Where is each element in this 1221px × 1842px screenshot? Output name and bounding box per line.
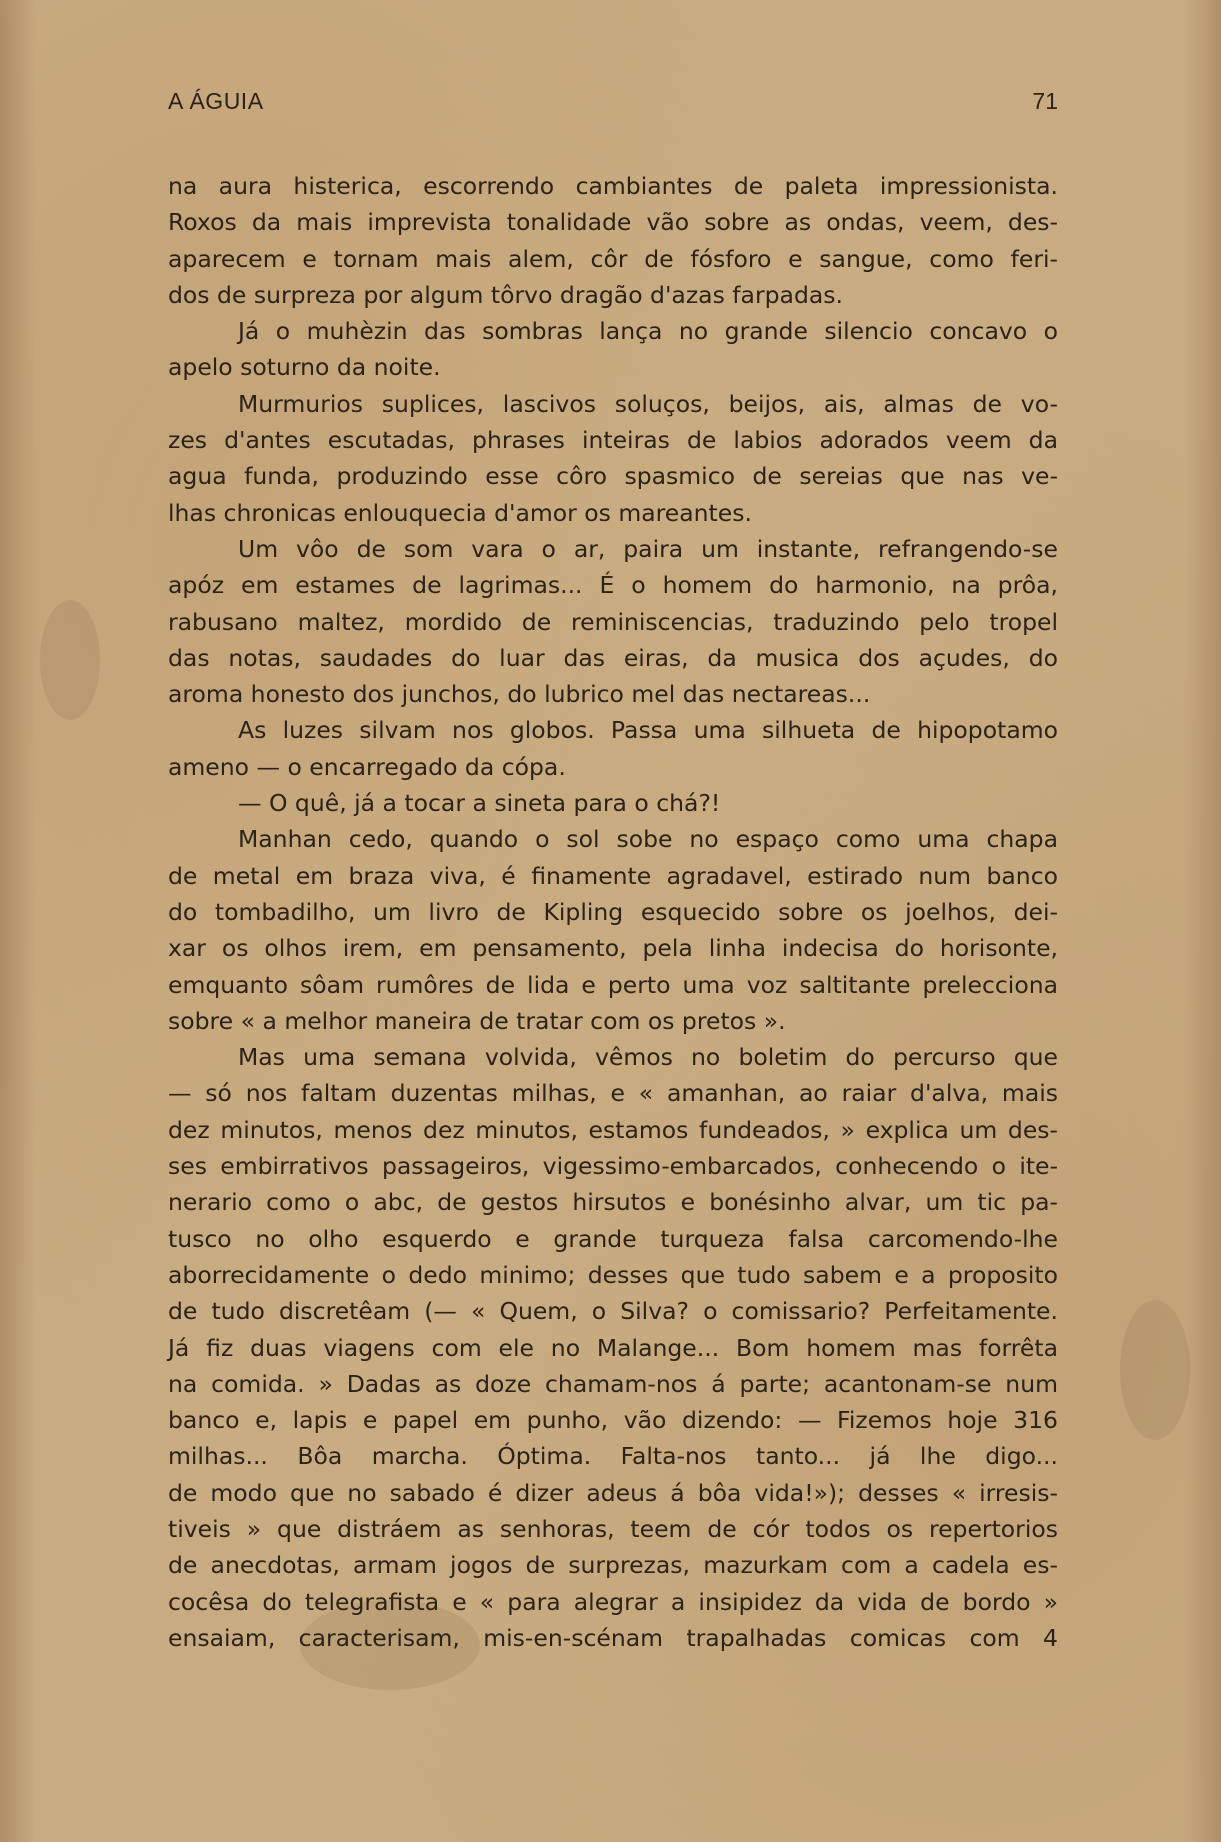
text-line: Roxos da mais imprevista tonalidade vão sobre as ondas, veem, des-	[168, 208, 1058, 237]
text-line: ameno — o encarregado da cópa.	[168, 752, 566, 781]
text-line: Manhan cedo, quando o sol sobe no espaço como uma chapa	[238, 825, 1058, 854]
text-line: sobre « a melhor maneira de tratar com os pretos ».	[168, 1006, 786, 1035]
text-line: Mas uma semana volvida, vêmos no boletim do percurso que	[238, 1043, 1058, 1072]
text-line: — só nos faltam duzentas milhas, e « amanhan, ao raiar d'alva, mais	[168, 1079, 1058, 1108]
text-line: xar os olhos irem, em pensamento, pela linha indecisa do horisonte,	[168, 934, 1058, 963]
text-line: dos de surpreza por algum tôrvo dragão d'azas farpadas.	[168, 280, 843, 309]
running-head	[168, 88, 1058, 124]
text-line: emquanto sôam rumôres de lida e perto uma voz saltitante prelecciona	[168, 970, 1058, 999]
text-line: Murmurios suplices, lascivos soluços, beijos, ais, almas de vo-	[238, 389, 1058, 418]
text-line: aroma honesto dos junchos, do lubrico mel das nectareas...	[168, 680, 871, 709]
text-line: de tudo discretêam (— « Quem, o Silva? o comissario? Perfeitamente.	[168, 1297, 1058, 1326]
text-line: As luzes silvam nos globos. Passa uma silhueta de hipopotamo	[238, 716, 1058, 745]
text-line: tiveis » que distráem as senhoras, teem de cór todos os repertorios	[168, 1514, 1058, 1543]
text-line: agua funda, produzindo esse côro spasmico de sereias que nas ve-	[168, 462, 1058, 491]
text-line: apelo soturno da noite.	[168, 353, 441, 382]
text-line: Um vôo de som vara o ar, paira um instante, refrangendo-se	[238, 534, 1058, 563]
text-line: nerario como o abc, de gestos hirsutos e bonésinho alvar, um tic pa-	[168, 1188, 1058, 1217]
text-line: do tombadilho, um livro de Kipling esquecido sobre os joelhos, dei-	[168, 897, 1058, 926]
text-line: — O quê, já a tocar a sineta para o chá?!	[238, 789, 721, 818]
text-line: milhas... Bôa marcha. Óptima. Falta-nos tanto... já lhe digo...	[168, 1442, 1058, 1471]
text-line: tusco no olho esquerdo e grande turqueza falsa carcomendo-lhe	[168, 1224, 1058, 1253]
text-line: apóz em estames de lagrimas... É o homem do harmonio, na prôa,	[168, 571, 1058, 600]
text-line: dez minutos, menos dez minutos, estamos fundeados, » explica um des-	[168, 1115, 1058, 1144]
text-line: lhas chronicas enlouquecia d'amor os mareantes.	[168, 498, 752, 527]
text-line: na aura histerica, escorrendo cambiantes de paleta impressionista.	[168, 172, 1058, 200]
text-line: Já o muhèzin das sombras lança no grande silencio concavo o	[238, 317, 1058, 346]
body-text	[168, 168, 1058, 1656]
text-line: Já fiz duas viagens com ele no Malange... Bom homem mas forrêta	[168, 1333, 1058, 1362]
text-line: de anecdotas, armam jogos de surprezas, mazurkam com a cadela es-	[168, 1551, 1058, 1580]
text-line: das notas, saudades do luar das eiras, da musica dos açudes, do	[168, 643, 1058, 672]
text-line: ensaiam, caracterisam, mis-en-scénam trapalhadas comicas com 4	[168, 1623, 1058, 1652]
text-line: ses embirrativos passageiros, vigessimo-embarcados, conhecendo o ite-	[168, 1152, 1058, 1181]
text-line: aborrecidamente o dedo minimo; desses que tudo sabem e a proposito	[168, 1260, 1058, 1289]
paper-stain	[1120, 1300, 1190, 1440]
page-number: 71	[1032, 88, 1058, 114]
text-line: na comida. » Dadas as doze chamam-nos á parte; acantonam-se num	[168, 1369, 1058, 1398]
text-line: banco e, lapis e papel em punho, vão dizendo: — Fizemos hoje 316	[168, 1406, 1058, 1435]
text-line: aparecem e tornam mais alem, côr de fósforo e sangue, como feri-	[168, 244, 1058, 273]
text-line: rabusano maltez, mordido de reminiscencias, traduzindo pelo tropel	[168, 607, 1058, 636]
text-line: zes d'antes escutadas, phrases inteiras de labios adorados veem da	[168, 426, 1058, 455]
text-line: de modo que no sabado é dizer adeus á bôa vida!»); desses « irresis-	[168, 1478, 1058, 1507]
text-line: de metal em braza viva, é finamente agradavel, estirado num banco	[168, 861, 1058, 890]
journal-title: A ÁGUIA	[168, 88, 264, 114]
text-line: cocêsa do telegrafista e « para alegrar a insipidez da vida de bordo »	[168, 1587, 1058, 1616]
paper-stain	[40, 600, 100, 720]
